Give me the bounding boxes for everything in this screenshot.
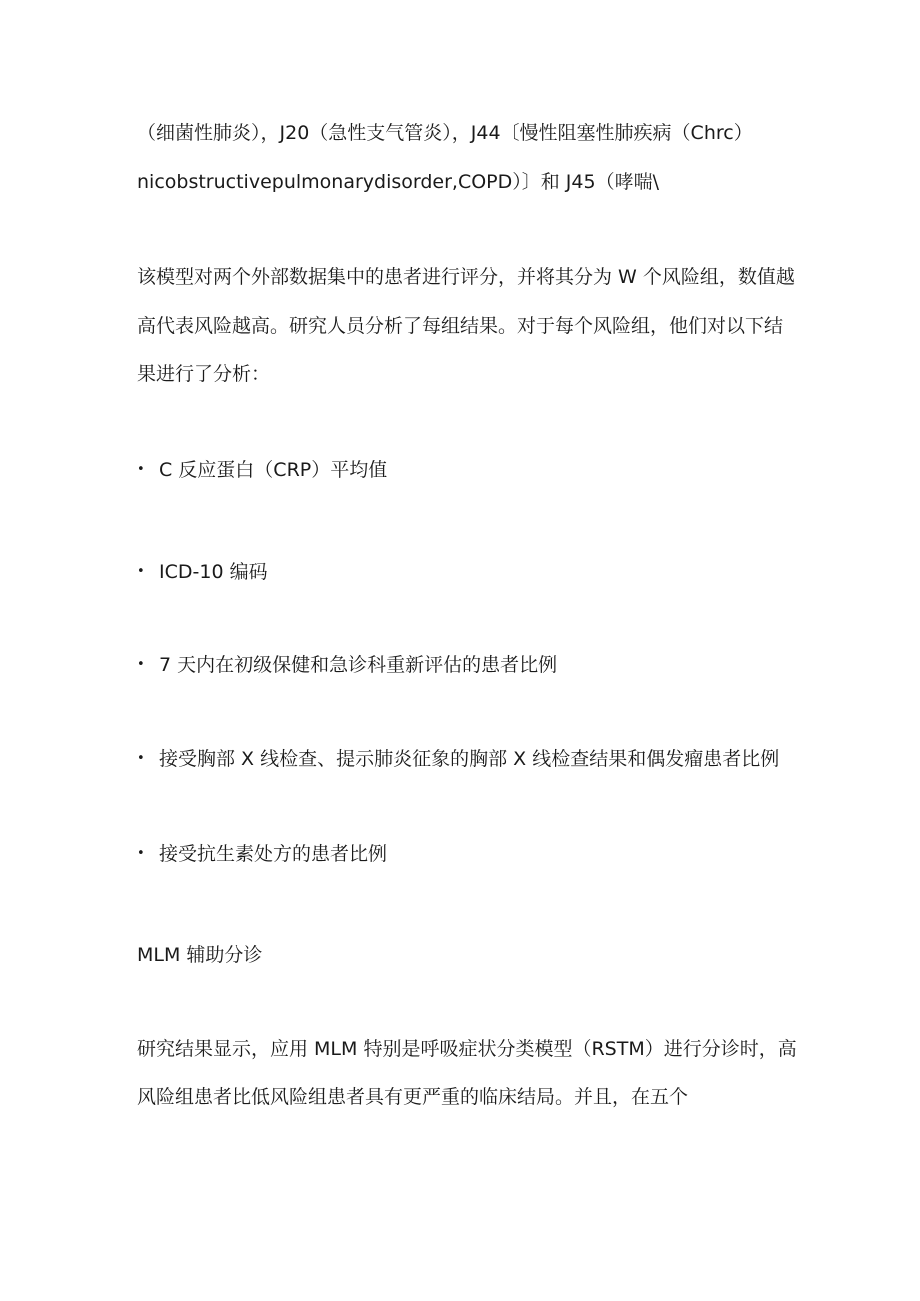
bullet-icon: • (137, 846, 145, 861)
list-item (137, 560, 268, 584)
paragraph1-line-3: 果进行了分析： (137, 363, 271, 385)
section-heading: MLM 辅助分诊 (137, 944, 263, 966)
bullet-icon: • (137, 751, 145, 766)
paragraph2-line-2: 风险组患者比低风险组患者具有更严重的临床结局。并且，在五个 (137, 1086, 689, 1108)
list-item (137, 653, 557, 677)
bullet-icon: • (137, 657, 145, 672)
bullet-icon: • (137, 462, 145, 477)
list-item (137, 747, 779, 771)
list-item-text: 接受抗生素处方的患者比例 (159, 843, 388, 865)
list-item (137, 842, 387, 866)
list-item (137, 458, 387, 482)
list-item-text: 接受胸部 X 线检查、提示肺炎征象的胸部 X 线检查结果和偶发瘤患者比例 (159, 748, 780, 770)
paragraph2-line-1: 研究结果显示，应用 MLM 特别是呼吸症状分类模型（RSTM）进行分诊时，高 (137, 1038, 797, 1060)
list-item-text: C 反应蛋白（CRP）平均值 (159, 459, 388, 481)
list-item-text: 7 天内在初级保健和急诊科重新评估的患者比例 (159, 654, 558, 676)
list-item-text: ICD-10 编码 (159, 561, 268, 583)
paragraph1-line-1: 该模型对两个外部数据集中的患者进行评分，并将其分为 W 个风险组，数值越 (137, 266, 795, 288)
intro-line-1: （细菌性肺炎），J20（急性支气管炎），J44〔慢性阻塞性肺疾病（Chrc） (137, 122, 753, 144)
bullet-icon: • (137, 564, 145, 579)
intro-line-2: nicobstructivepulmonarydisorder,COPD）〕和 J45（哮喘\ (137, 171, 659, 193)
paragraph1-line-2: 高代表风险越高。研究人员分析了每组结果。对于每个风险组，他们对以下结 (137, 315, 784, 337)
